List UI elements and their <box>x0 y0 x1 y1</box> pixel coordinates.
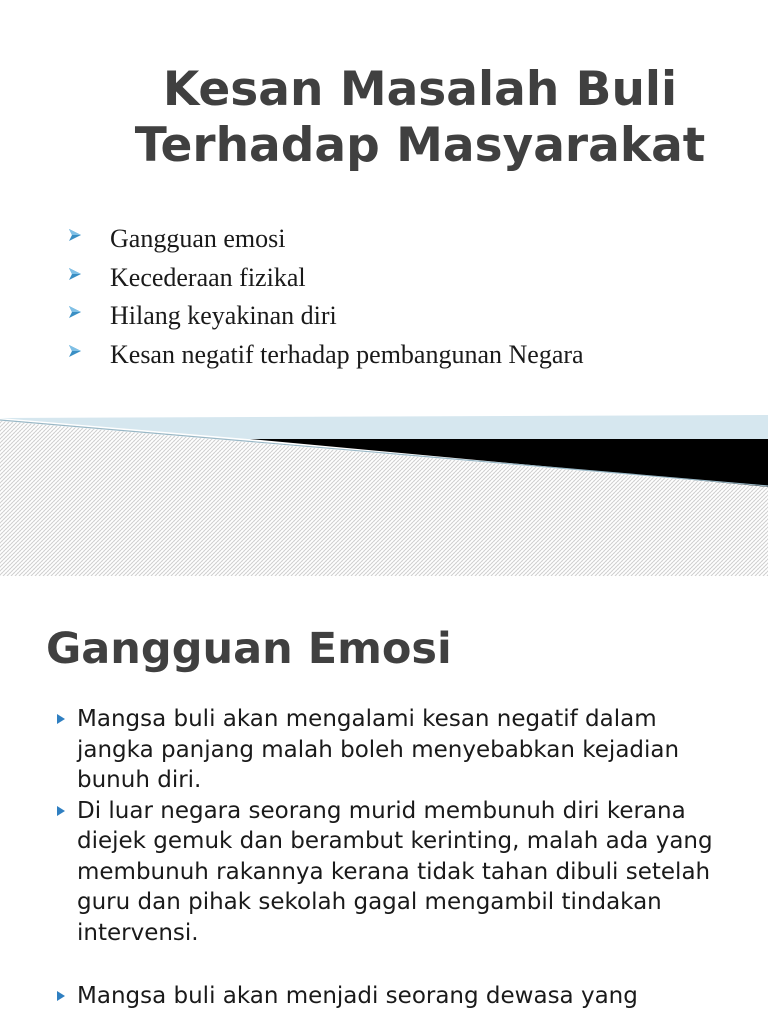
list-item <box>68 297 584 336</box>
bullet-text: Hilang keyakinan diri <box>110 301 337 330</box>
bullet-text: Kesan negatif terhadap pembangunan Negara <box>110 339 584 369</box>
bullet-text: Mangsa buli akan mengalami kesan negatif dalam jangka panjang malah boleh menyebabkan kejadian bunuh diri. <box>77 706 680 793</box>
arrow-bullet-icon <box>68 267 82 281</box>
triangle-bullet-icon <box>57 806 65 816</box>
slide-2-title: Gangguan Emosi <box>46 624 452 674</box>
decorative-band-graphic <box>0 415 768 576</box>
list-item <box>52 981 732 1012</box>
slide-1-title-line-1: Kesan Masalah Buli <box>162 62 678 117</box>
list-item <box>52 704 732 796</box>
bullet-text: Kecederaan fizikal <box>110 262 306 292</box>
bullet-text: Gangguan emosi <box>110 224 286 253</box>
bullet-text: Di luar negara seorang murid membunuh diri kerana diejek gemuk dan berambut kerinting, malah ada yang membunuh rakannya kerana tidak tahan dibuli setelah guru dan pihak sekolah gagal mengambil tindakan intervensi. <box>77 797 713 946</box>
bullet-text: Mangsa buli akan menjadi seorang dewasa yang <box>77 983 638 1009</box>
slide-1-title <box>100 62 740 174</box>
triangle-bullet-icon <box>57 714 65 724</box>
slide-1-bullet-list <box>68 220 584 374</box>
list-item <box>68 220 584 259</box>
list-item <box>68 259 584 298</box>
slide-2-bullet-list <box>52 704 732 1012</box>
triangle-bullet-icon <box>57 991 65 1001</box>
arrow-bullet-icon <box>68 228 82 242</box>
arrow-bullet-icon <box>68 305 82 319</box>
list-item <box>52 796 732 949</box>
slide-1-title-line-2: Terhadap Masyarakat <box>134 118 706 173</box>
list-item <box>68 336 584 375</box>
slide-2 <box>0 576 768 1024</box>
arrow-bullet-icon <box>68 344 82 358</box>
